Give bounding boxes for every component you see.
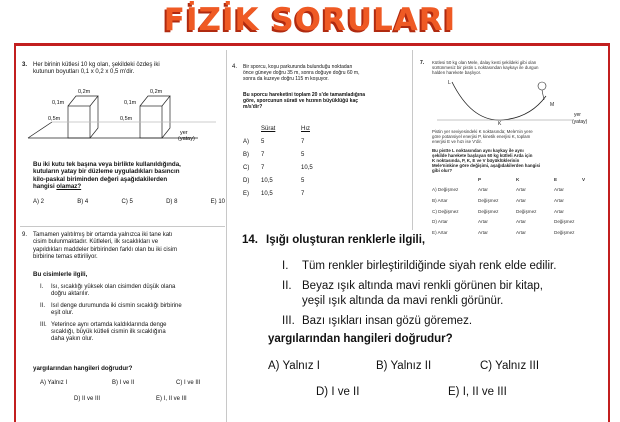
q14-item-num: I. bbox=[282, 260, 289, 272]
q14-choice-d[interactable]: D) I ve II bbox=[316, 386, 360, 398]
q7-middle-line: göre potansiyel enerjisi P, kinetik enerjisi K, toplam bbox=[432, 134, 531, 139]
q7-col-v: V bbox=[582, 176, 586, 182]
q7-cell: Artar bbox=[478, 229, 488, 235]
box-1-top bbox=[68, 96, 98, 106]
q14-item-1 bbox=[282, 259, 604, 274]
q9-item-num: III. bbox=[40, 321, 47, 328]
row-divider bbox=[20, 226, 225, 227]
q7-row-b[interactable] bbox=[432, 195, 602, 206]
q4-text-line: Bir sporcu, koşu parkurunda bulunduğu noktadan bbox=[243, 64, 353, 70]
header-banner bbox=[0, 0, 620, 46]
q14-item-num: III. bbox=[282, 315, 295, 327]
q7-cell: Değişmez bbox=[478, 208, 499, 214]
q3-choices bbox=[33, 199, 225, 206]
q7-cell: B) Artar bbox=[432, 197, 448, 203]
q4-question bbox=[243, 92, 411, 110]
q9-number: 9. bbox=[22, 232, 28, 238]
q9-item-line: doğru aktarılır. bbox=[51, 291, 90, 298]
q7-col-p: P bbox=[478, 176, 482, 182]
q7-row-c[interactable] bbox=[432, 206, 602, 217]
q4-col-speed: Sürat bbox=[261, 125, 276, 132]
q4-row-c[interactable] bbox=[243, 161, 353, 174]
q3-ground-label-2: (yatay) bbox=[178, 136, 195, 142]
q14-number: 14. bbox=[242, 234, 258, 246]
q4-row-velocity: 7 bbox=[301, 138, 305, 145]
q3-number: 3. bbox=[22, 62, 28, 68]
q3-choice-b[interactable]: B) 4 bbox=[77, 199, 89, 205]
column-divider-2 bbox=[412, 50, 413, 230]
q3-boxes-figure bbox=[22, 82, 222, 152]
q14-item-2 bbox=[282, 279, 604, 309]
q9-text-line: Tamamen yalıtılmış bir ortamda yalnızca iki tane katı bbox=[33, 232, 173, 238]
q4-row-b[interactable] bbox=[243, 148, 353, 161]
q7-row-a[interactable] bbox=[432, 185, 602, 196]
q7-label-k: K bbox=[498, 121, 502, 126]
q7-cell: Artar bbox=[554, 197, 564, 203]
q4-row-label: D) bbox=[243, 177, 250, 184]
q14-choice-c[interactable]: C) Yalnız III bbox=[480, 360, 540, 372]
q14-item-3 bbox=[282, 314, 604, 329]
q4-row-speed: 7 bbox=[261, 151, 265, 158]
q3-choice-d[interactable]: D) 8 bbox=[166, 199, 178, 205]
q7-table bbox=[432, 174, 602, 238]
q7-question bbox=[432, 148, 602, 173]
box-2-top bbox=[140, 96, 170, 106]
q3-text-line: kutunun boyutları 0,1 x 0,2 x 0,5 m'dir. bbox=[33, 69, 135, 76]
q4-question-line: Bu sporcu hareketini toplam 20 s'de tamamladığına bbox=[243, 92, 366, 98]
q9-choice-b[interactable]: B) I ve II bbox=[112, 380, 135, 386]
q7-question-line: K noktasında, P, K, E ve V büyüklüklerinin bbox=[432, 158, 520, 163]
q4-row-label: E) bbox=[243, 190, 249, 197]
q9-intro: Bu cisimlerle ilgili, bbox=[33, 271, 88, 278]
q7-ground-2: (yatay) bbox=[572, 119, 588, 125]
q7-question-line: Bu pistte L noktasından aynı kaykay ile aynı bbox=[432, 148, 524, 153]
q14-item-line: Tüm renkler birleştirildiğinde siyah renk elde edilir. bbox=[302, 260, 557, 272]
q7-cell: Artar bbox=[478, 187, 488, 193]
q4-row-velocity: 5 bbox=[301, 177, 305, 184]
q3-dim-top-1: 0,2m bbox=[78, 89, 91, 95]
q9-text-line: birbirine temas ettiriliyor. bbox=[33, 254, 98, 261]
q7-cell: Artar bbox=[554, 187, 564, 193]
q9-item-line: eşit olur. bbox=[51, 310, 74, 317]
q9-item-2 bbox=[40, 303, 225, 318]
q4-row-label: A) bbox=[243, 138, 249, 145]
q7-text-line: Kütlesi 50 kg olan Mele, dalay kesti şekildeki gibi olan bbox=[432, 60, 537, 65]
track-curve bbox=[452, 82, 546, 120]
q7-cell: Değişmez bbox=[554, 229, 575, 235]
q4-row-velocity: 10,5 bbox=[301, 164, 313, 171]
q4-row-velocity: 5 bbox=[301, 151, 305, 158]
q14-title: Işığı oluşturan renklerle ilgili, bbox=[266, 234, 426, 246]
q7-middle-line: Pistin yer seviyesindeki K noktasında; Mele'nin yere bbox=[432, 129, 533, 134]
q14-choice-b[interactable]: B) Yalnız II bbox=[376, 360, 432, 372]
q7-col-k: K bbox=[516, 176, 520, 182]
q7-text bbox=[432, 60, 602, 75]
q9-item-line: Yeterince aynı ortamda kaldıklarında denge bbox=[51, 321, 167, 328]
box-1-side bbox=[90, 96, 98, 138]
q3-ground-label: yer bbox=[180, 130, 188, 136]
q9-choice-a[interactable]: A) Yalnız I bbox=[40, 380, 68, 386]
q3-choice-e[interactable]: E) 10 bbox=[210, 199, 225, 205]
skater-icon bbox=[538, 82, 546, 90]
q7-cell: Değişmez bbox=[554, 219, 575, 225]
q3-question-line: Bu iki kutu tek başına veya birlikte kullanıldığında, bbox=[33, 161, 181, 168]
q4-question-line: göre, sporcunun sürati ve hızının büyüklüğü kaç bbox=[243, 98, 359, 104]
q14-question: yargılarından hangileri doğrudur? bbox=[268, 333, 453, 345]
q3-question-emphasis: olamaz? bbox=[56, 183, 82, 191]
q9-item-num: I. bbox=[40, 284, 44, 290]
q4-text bbox=[243, 64, 411, 82]
q3-dim-left-2: 0,1m bbox=[124, 100, 137, 106]
q9-item-line: Isı, sıcaklığı yüksek olan cisimden düşük olana bbox=[51, 284, 176, 290]
q7-cell: Artar bbox=[516, 229, 526, 235]
q9-items bbox=[40, 284, 225, 344]
q9-choice-d[interactable]: D) II ve III bbox=[74, 396, 101, 402]
q9-item-line: Isıl denge durumunda iki cismin sıcaklığı birbirine bbox=[51, 302, 182, 309]
q3-block bbox=[22, 62, 27, 69]
q9-item-line: sıcaklığı, büyük kütleli cismin ilk sıcaklığına bbox=[51, 329, 166, 336]
q3-question-line: kutuların yatay bir düzleme uyguladıkları basıncın bbox=[33, 168, 180, 176]
q4-row-speed: 5 bbox=[261, 138, 265, 145]
q9-item-line: daha yakın olur. bbox=[51, 336, 94, 343]
q7-cell: Artar bbox=[516, 197, 526, 203]
q7-cell: D) Artar bbox=[432, 219, 448, 225]
q7-cell: Değişmez bbox=[478, 197, 499, 203]
ground-edge bbox=[28, 122, 52, 138]
q4-number: 4. bbox=[232, 64, 238, 70]
q3-text bbox=[33, 62, 223, 77]
q4-row-speed: 10,5 bbox=[261, 190, 273, 197]
q3-text-line: Her birinin kütlesi 10 kg olan, şekildeki özdeş iki bbox=[33, 62, 160, 68]
q9-choice-c[interactable]: C) I ve III bbox=[176, 380, 201, 386]
q9-item-1 bbox=[40, 284, 225, 299]
q9-item-num: II. bbox=[40, 302, 46, 309]
q3-question-line: kilo-paskal biriminden değeri aşağıdakilerden bbox=[33, 175, 168, 183]
q3-dim-side-1: 0,5m bbox=[48, 116, 61, 122]
q7-middle bbox=[432, 129, 602, 144]
q7-cell: Artar bbox=[554, 208, 564, 214]
skater-body bbox=[542, 90, 544, 100]
q7-number: 7. bbox=[420, 60, 425, 66]
q4-row-a[interactable] bbox=[243, 135, 353, 148]
q7-cell: Artar bbox=[516, 187, 526, 193]
q4-text-line: sonra da kuzeye doğru 115 m koşuyor. bbox=[243, 76, 329, 82]
q9-choice-e[interactable]: E) I, II ve III bbox=[156, 396, 187, 402]
q7-question-line: Mele'ninkine göre değişimi, aşağıdakilerden hangisi bbox=[432, 163, 541, 168]
q4-row-e[interactable] bbox=[243, 187, 353, 200]
q4-col-velocity: Hız bbox=[301, 125, 310, 132]
q9-text-line: cisim bulunmaktadır. Kütleleri, ilk sıcaklıkları ve bbox=[33, 239, 159, 246]
q7-text-line: halden harekete başlıyor. bbox=[432, 70, 482, 75]
q7-cell: C) Değişmez bbox=[432, 208, 459, 214]
q7-question-line: şekilde harekete başlayan 60 kg kütleli Arda için bbox=[432, 153, 533, 158]
q9-item-3 bbox=[40, 322, 225, 344]
q7-ground: yer bbox=[574, 112, 581, 118]
q7-cell: Artar bbox=[478, 219, 488, 225]
q14-item-line: yeşil ışık altında da mavi renkli görünür. bbox=[302, 295, 504, 307]
q7-text-line: sürtünmesiz bir pistin L noktasından kaykayı ile durgun bbox=[432, 65, 539, 70]
q14-item-line: Bazı ışıkları insan gözü göremez. bbox=[302, 315, 473, 327]
q3-dim-left-1: 0,1m bbox=[52, 100, 65, 106]
q14-items bbox=[282, 259, 604, 329]
q9-text-line: yapıldıkları maddeler birbirinden farklı olan bu iki cisim bbox=[33, 246, 178, 253]
q7-cell: Değişmez bbox=[516, 208, 537, 214]
q7-track-figure bbox=[432, 76, 602, 126]
q3-choice-a[interactable]: A) 2 bbox=[33, 199, 45, 205]
q4-row-label: C) bbox=[243, 164, 250, 171]
q9-question: yargılarından hangileri doğrudur? bbox=[33, 365, 133, 372]
column-divider-1 bbox=[226, 50, 227, 422]
q7-label-l: L bbox=[448, 80, 451, 86]
q7-row-d[interactable] bbox=[432, 216, 602, 227]
q7-question-line: gibi olur? bbox=[432, 168, 452, 173]
q14-item-num: II. bbox=[282, 280, 292, 292]
q14-choice-e[interactable]: E) I, II ve III bbox=[448, 386, 507, 398]
q7-col-e: E bbox=[554, 176, 558, 182]
q3-choice-c[interactable]: C) 5 bbox=[121, 199, 133, 205]
q3-question-line: hangisi bbox=[33, 183, 57, 191]
q7-label-m: M bbox=[550, 102, 555, 108]
q14-choice-a[interactable]: A) Yalnız I bbox=[268, 360, 320, 372]
page-title: FİZİK SORULARI bbox=[163, 2, 457, 38]
q3-question bbox=[33, 161, 225, 191]
box-2-side bbox=[162, 96, 170, 138]
q7-cell: E) Artar bbox=[432, 229, 448, 235]
q4-text-line: önce güneye doğru 35 m, sonra doğuye doğru 60 m, bbox=[243, 70, 360, 76]
q4-row-label: B) bbox=[243, 151, 249, 158]
q7-cell: Artar bbox=[516, 219, 526, 225]
q9-text bbox=[33, 232, 223, 262]
q3-dim-top-2: 0,2m bbox=[150, 89, 163, 95]
q4-table bbox=[243, 122, 353, 200]
q7-middle-line: enerjisi E ve hızı ise V'dir. bbox=[432, 139, 482, 144]
q4-row-d[interactable] bbox=[243, 174, 353, 187]
q4-row-speed: 7 bbox=[261, 164, 265, 171]
q14-item-line: Beyaz ışık altında mavi renkli görünen bir kitap, bbox=[302, 280, 543, 292]
q3-dim-side-2: 0,5m bbox=[120, 116, 133, 122]
q4-row-velocity: 7 bbox=[301, 190, 305, 197]
q7-row-e[interactable] bbox=[432, 227, 602, 238]
q4-question-line: m/s'dir? bbox=[243, 104, 263, 110]
q4-row-speed: 10,5 bbox=[261, 177, 273, 184]
q7-cell: A) Değişmez bbox=[432, 187, 459, 193]
